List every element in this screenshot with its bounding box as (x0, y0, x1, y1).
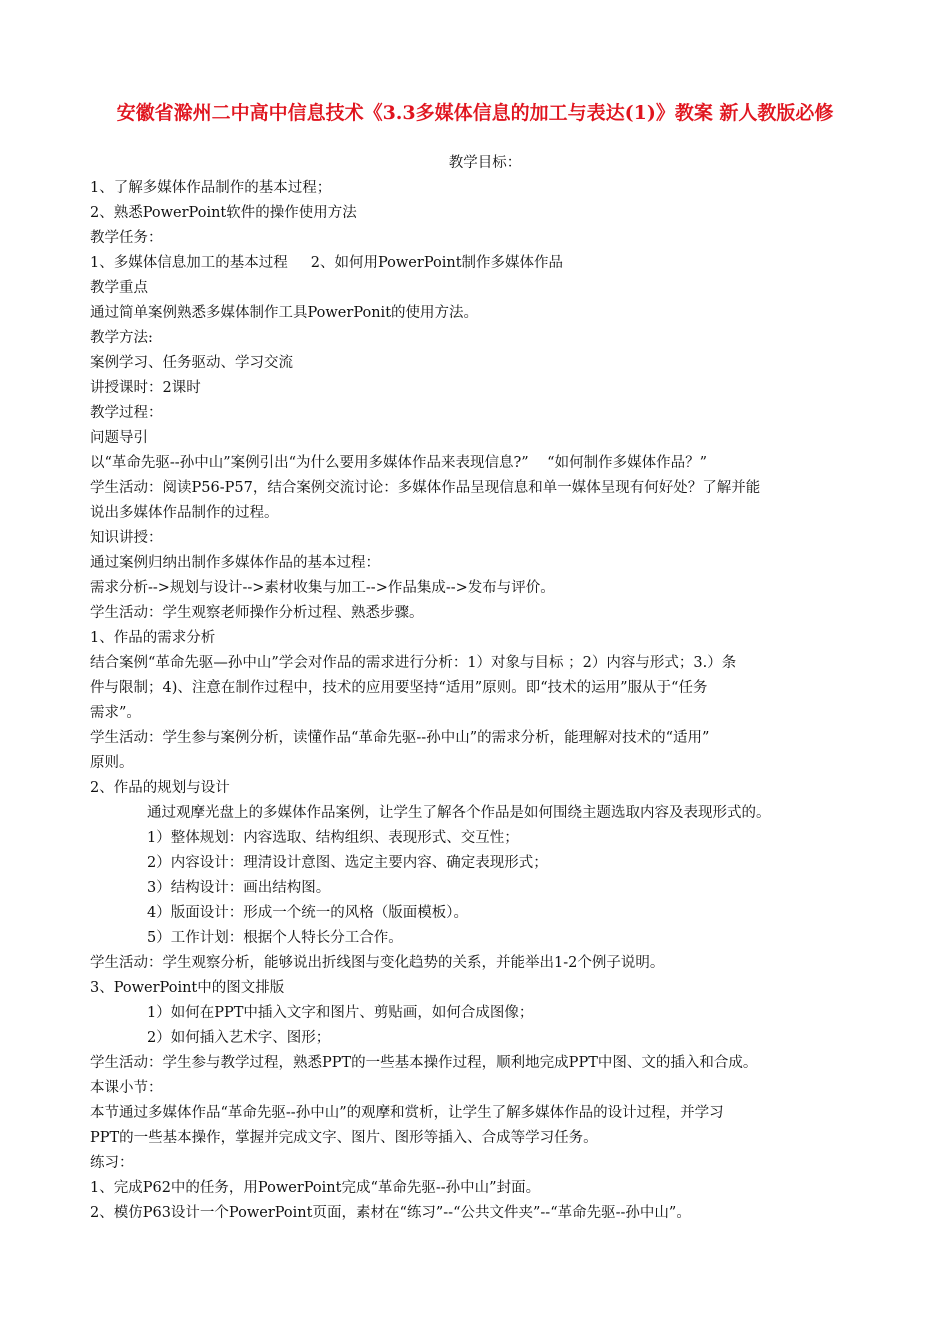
text-line: 结合案例“革命先驱—孙中山”学会对作品的需求进行分析：1）对象与目标 ；2）内容与形式；3.）条 (90, 655, 737, 671)
text-line: 教学任务： (90, 230, 163, 246)
text-line: 2）内容设计：理清设计意图、选定主要内容、确定表现形式； (147, 855, 548, 871)
document-title: 安徽省滁州二中高中信息技术《3.3多媒体信息的加工与表达(1)》教案 新人教版必修 (116, 102, 834, 124)
text-line: 通过案例归纳出制作多媒体作品的基本过程： (90, 555, 380, 571)
text-line: 原则。 (90, 755, 134, 771)
text-line: 问题导引 (90, 430, 148, 446)
text-line: 通过观摩光盘上的多媒体作品案例，让学生了解各个作品是如何围绕主题选取内容及表现形式的。 (147, 805, 771, 821)
text-line: 学生活动：学生参与教学过程，熟悉PPT的一些基本操作过程，顺利地完成PPT中图、文的插入和合成。 (90, 1055, 758, 1071)
text-line: 本节通过多媒体作品“革命先驱--孙中山”的观摩和赏析，让学生了解多媒体作品的设计过程，并学习 (90, 1105, 724, 1121)
text-line: 知识讲授： (90, 530, 163, 546)
text-line: 5）工作计划：根据个人特长分工合作。 (147, 930, 403, 946)
text-line: 1）如何在PPT中插入文字和图片、剪贴画，如何合成图像； (147, 1005, 534, 1021)
text-line: 1、多媒体信息加工的基本过程 2、如何用PowerPoint制作多媒体作品 (90, 255, 564, 271)
document-body (90, 151, 880, 1226)
text-line: 讲授课时：2课时 (90, 380, 201, 396)
text-line: 本课小节： (90, 1080, 163, 1096)
text-line: 教学重点 (90, 280, 148, 296)
text-line: 4）版面设计：形成一个统一的风格（版面模板）。 (147, 905, 468, 921)
text-line: 1、作品的需求分析 (90, 630, 216, 646)
text-line: 需求分析-->规划与设计-->素材收集与加工-->作品集成-->发布与评价。 (90, 580, 555, 596)
text-line: 1、了解多媒体作品制作的基本过程； (90, 180, 332, 196)
text-line: 案例学习、任务驱动、学习交流 (90, 355, 293, 371)
text-line: 通过简单案例熟悉多媒体制作工具PowerPonit的使用方法。 (90, 305, 479, 321)
text-line: 3、PowerPoint中的图文排版 (90, 980, 285, 996)
text-line: 教学过程： (90, 405, 163, 421)
text-line: 2、熟悉PowerPoint软件的操作使用方法 (90, 205, 357, 221)
text-line: 教学目标： (448, 155, 522, 171)
text-line: 2、模仿P63设计一个PowerPoint页面，素材在“练习”--“公共文件夹”--“革命先驱--孙中山”。 (90, 1205, 691, 1221)
text-line: 1）整体规划：内容选取、结构组织、表现形式、交互性； (147, 830, 519, 846)
text-line: 2）如何插入艺术字、图形； (147, 1030, 331, 1046)
text-line: PPT的一些基本操作，掌握并完成文字、图片、图形等插入、合成等学习任务。 (90, 1130, 598, 1146)
text-line: 3）结构设计：画出结构图。 (147, 880, 331, 896)
text-line: 件与限制；4)、注意在制作过程中，技术的应用要坚持“适用”原则。即“技术的运用”服从于“任务 (90, 680, 708, 696)
text-line: 2、作品的规划与设计 (90, 780, 230, 796)
text-line: 学生活动：学生参与案例分析，读懂作品“革命先驱--孙中山”的需求分析，能理解对技术的“适用” (90, 730, 710, 746)
text-line: 教学方法: (90, 330, 153, 346)
text-line: 学生活动：学生观察分析，能够说出折线图与变化趋势的关系，并能举出1-2个例子说明。 (90, 955, 665, 971)
text-line: 以“革命先驱--孙中山”案例引出“为什么要用多媒体作品来表现信息?” “如何制作多媒体作品？” (90, 455, 707, 471)
text-line: 学生活动：学生观察老师操作分析过程、熟悉步骤。 (90, 605, 424, 621)
text-line: 练习： (90, 1155, 134, 1171)
text-line: 1、完成P62中的任务，用PowerPoint完成“革命先驱--孙中山”封面。 (90, 1180, 541, 1196)
text-line: 需求”。 (90, 705, 141, 721)
text-line: 说出多媒体作品制作的过程。 (90, 505, 279, 521)
text-line: 学生活动：阅读P56-P57，结合案例交流讨论：多媒体作品呈现信息和单一媒体呈现有何好处？了解并能 (90, 480, 761, 496)
